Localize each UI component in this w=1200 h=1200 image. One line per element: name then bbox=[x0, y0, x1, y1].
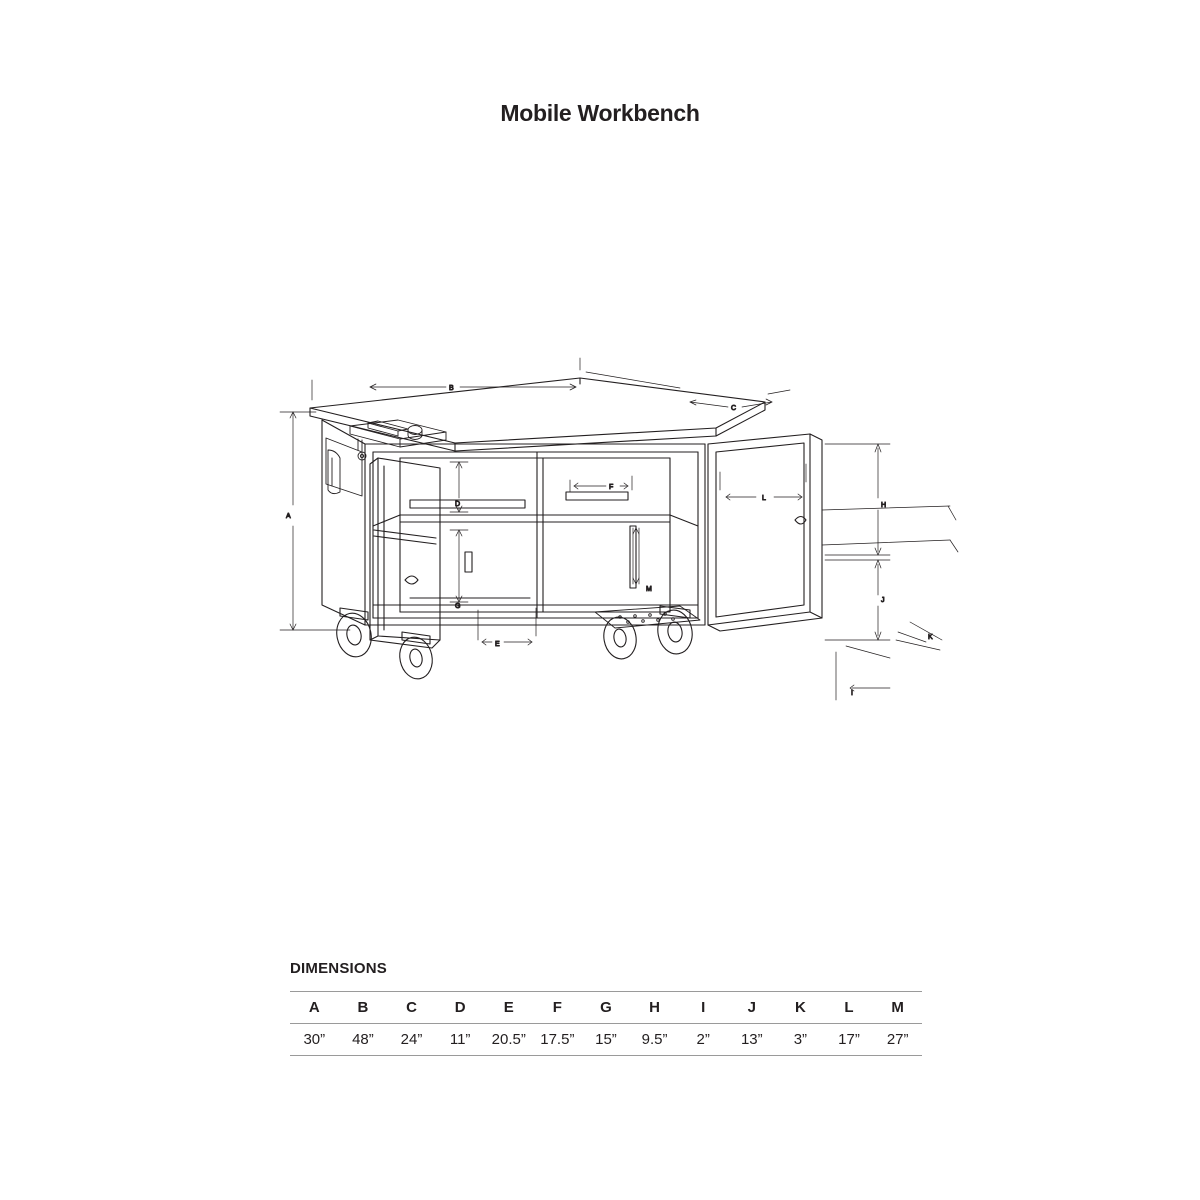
callout-I: I bbox=[851, 690, 853, 697]
dim-value-f: 17.5” bbox=[533, 1024, 582, 1056]
dim-letter-l: L bbox=[825, 992, 874, 1024]
callout-M: M bbox=[646, 586, 652, 593]
left-door bbox=[370, 458, 440, 648]
dim-letter-b: B bbox=[339, 992, 388, 1024]
callout-B: B bbox=[449, 385, 454, 392]
dim-value-c: 24” bbox=[387, 1024, 436, 1056]
callout-C: C bbox=[731, 405, 737, 412]
callout-H: H bbox=[881, 502, 887, 509]
dimensions-section bbox=[290, 960, 930, 1056]
dim-letter-i: I bbox=[679, 992, 728, 1024]
dim-letter-j: J bbox=[727, 992, 776, 1024]
callout-K: K bbox=[928, 634, 933, 641]
callout-E: E bbox=[495, 641, 500, 648]
dimensions-table bbox=[290, 991, 922, 1056]
dim-letter-e: E bbox=[484, 992, 533, 1024]
workbench-line-drawing bbox=[250, 340, 970, 760]
dimension-leaders bbox=[280, 358, 958, 700]
dim-letter-c: C bbox=[387, 992, 436, 1024]
dim-value-b: 48” bbox=[339, 1024, 388, 1056]
dimensions-heading: DIMENSIONS bbox=[290, 960, 388, 977]
dim-letter-m: M bbox=[873, 992, 922, 1024]
callout-G: G bbox=[455, 603, 461, 610]
dim-value-a: 30” bbox=[290, 1024, 339, 1056]
callout-F: F bbox=[609, 484, 614, 491]
dim-value-k: 3” bbox=[776, 1024, 825, 1056]
dim-value-i: 2” bbox=[679, 1024, 728, 1056]
dim-value-j: 13” bbox=[727, 1024, 776, 1056]
right-door bbox=[708, 434, 822, 631]
dim-letter-d: D bbox=[436, 992, 485, 1024]
dim-value-h: 9.5” bbox=[630, 1024, 679, 1056]
vise-assembly bbox=[350, 420, 446, 460]
callout-L: L bbox=[762, 495, 766, 502]
dim-letter-f: F bbox=[533, 992, 582, 1024]
side-handle bbox=[326, 438, 362, 496]
callout-J: J bbox=[881, 597, 885, 604]
dim-letter-a: A bbox=[290, 992, 339, 1024]
worktop bbox=[310, 378, 765, 451]
callout-D: D bbox=[455, 501, 461, 508]
dim-value-m: 27” bbox=[873, 1024, 922, 1056]
dim-letter-g: G bbox=[582, 992, 631, 1024]
table-row bbox=[290, 1024, 922, 1056]
dim-value-e: 20.5” bbox=[484, 1024, 533, 1056]
dim-letter-k: K bbox=[776, 992, 825, 1024]
dim-letter-h: H bbox=[630, 992, 679, 1024]
dim-value-g: 15” bbox=[582, 1024, 631, 1056]
cabinet-body bbox=[322, 420, 705, 625]
callout-A: A bbox=[286, 513, 291, 520]
dim-value-d: 11” bbox=[436, 1024, 485, 1056]
casters bbox=[333, 606, 696, 682]
dim-value-l: 17” bbox=[825, 1024, 874, 1056]
page-title: Mobile Workbench bbox=[500, 100, 700, 126]
table-header-row bbox=[290, 992, 922, 1024]
